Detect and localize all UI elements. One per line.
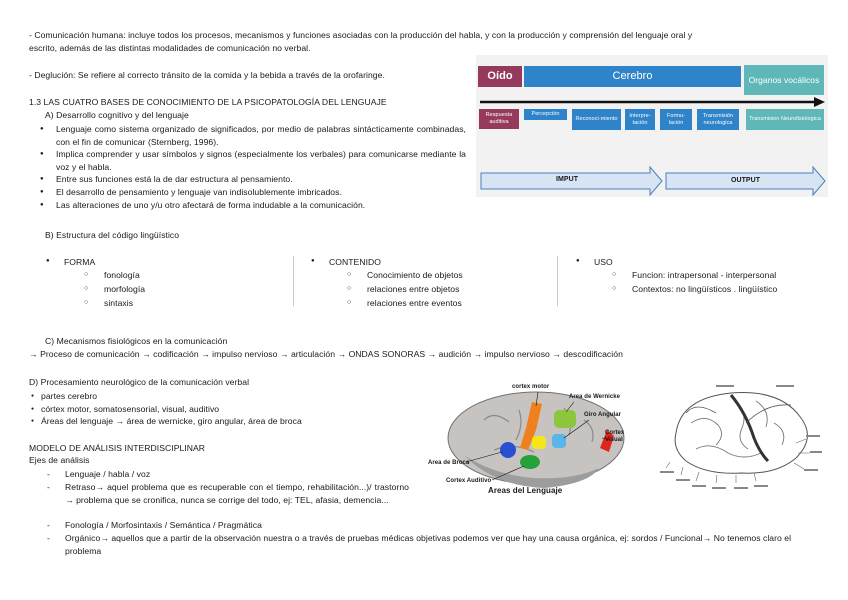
- brain-label: Area de Wernicke: [569, 394, 621, 400]
- list-item: - Fonología / Morfosintaxis / Semántica / Pragmática: [29, 519, 825, 532]
- oido-box: Oído: [478, 66, 522, 87]
- brain-label: cortex motor: [512, 384, 550, 390]
- list-item: ○ morfología: [84, 282, 145, 296]
- brain-sketch-figure: [656, 383, 826, 495]
- forma-title: FORMA: [64, 257, 96, 267]
- brain-label: Giro Angular: [584, 412, 622, 418]
- model-subtitle: Ejes de análisis: [29, 455, 90, 465]
- list-item: ○ Funcion: intrapersonal - interpersonal: [612, 268, 777, 282]
- contenido-list: [347, 268, 463, 310]
- section-13-title: 1.3 LAS CUATRO BASES DE CONOCIMIENTO DE LA PSICOPATOLOGÍA DEL LENGUAJE: [29, 97, 387, 107]
- output-label: OUTPUT: [731, 177, 761, 184]
- annotation-mark: [660, 471, 674, 473]
- section-d-title: D) Procesamiento neurológico de la comunicación verbal: [29, 377, 250, 387]
- list-item: ● córtex motor, somatosensorial, visual, auditivo: [31, 403, 220, 414]
- communication-diagram: [476, 55, 828, 197]
- language-areas-figure: [424, 380, 642, 498]
- intro-deglucion: - Deglución: Se refiere al correcto tránsito de la comida y la bebida a través de la orofaringe.: [29, 70, 385, 80]
- forma-list: [84, 268, 145, 310]
- annotation-mark: [810, 451, 822, 453]
- uso-column: [576, 257, 777, 296]
- section-a-title: A) Desarrollo cognitivo y del lenguaje: [45, 110, 189, 120]
- list-item: ● Implica comprender y usar símbolos y signos (especialmente los verbales) para comunicarse mediante la voz y el habla.: [38, 148, 466, 173]
- forma-column: [46, 257, 145, 310]
- yellow-area: [532, 436, 546, 449]
- annotation-mark: [754, 485, 768, 487]
- sketch-annotation-lines: [666, 439, 810, 483]
- interpretacion-box: Interpre-tación: [625, 109, 655, 130]
- list-item: - Lenguaje / habla / voz: [29, 468, 409, 481]
- angular-gyrus-area: [552, 434, 566, 448]
- list-item: - Retraso→ aquel problema que es recuperable con el tiempo, rehabilitación...)/ trastorno → problema que se cronifica, nunca se corrige del todo, ej: TEL, afasia, demencia...: [29, 481, 409, 507]
- auditory-cortex-area: [520, 455, 540, 469]
- list-item: - Orgánico→ aquellos que a partir de la observación nuestra o a través de pruebas médicas objetivas podemos ver que hay una causa orgánica, ej: sordos / Funcional→ No tenemos claro el problema: [29, 532, 825, 558]
- list-item: ● El desarrollo de pensamiento y lenguaje van indisolublemente imbricados.: [38, 186, 466, 199]
- intro-comm-line2: escrito, además de las distintas modalidades de comunicación no verbal.: [29, 43, 311, 53]
- list-item: ● Las alteraciones de uno y/u otro afectará de forma indudable a la comunicación.: [38, 199, 466, 212]
- list-item-text: Áreas del lenguaje → área de wernicke, giro angular, área de broca: [41, 416, 302, 426]
- annotation-mark: [712, 487, 726, 489]
- percepcion-box: Percepción: [524, 109, 567, 120]
- timeline-arrow-head: [814, 97, 825, 107]
- model-title: MODELO DE ANÁLISIS INTERDISCIPLINAR: [29, 443, 206, 453]
- forma-heading: ● FORMA: [46, 257, 96, 267]
- brain-label: Cortex Auditivo: [446, 478, 492, 484]
- annotation-mark: [804, 469, 818, 471]
- brain-sketch: [656, 383, 826, 495]
- annotation-mark: [734, 487, 748, 489]
- organos-box: Organos vocálicos: [744, 65, 824, 95]
- column-divider: [557, 256, 558, 306]
- reconocimiento-box: Reconoci-miento: [572, 109, 621, 130]
- broca-area: [500, 442, 516, 458]
- input-label: IMPUT: [556, 176, 579, 183]
- annotation-mark: [716, 385, 734, 387]
- list-item: ● Lenguaje como sistema organizado de significados, por medio de palabras sintácticamente combinadas, con el fin de comunicar (Sternberg, 1996).: [38, 123, 466, 148]
- transmision-neurologica-box: Transmisión neurologica: [697, 109, 739, 130]
- list-item: ○ Conocimiento de objetos: [347, 268, 463, 282]
- contenido-heading: ● CONTENIDO: [311, 257, 382, 267]
- brain-caption: Areas del Lenguaje: [488, 486, 563, 495]
- model-list-bottom: [29, 519, 825, 557]
- list-item: ○ Contextos: no lingüísticos . lingüístico: [612, 282, 777, 296]
- model-list-top: [29, 468, 409, 506]
- annotation-mark: [806, 435, 820, 437]
- intro-comm-line1: - Comunicación humana: incluye todos los procesos, mecanismos y funciones asociadas con la producción del habla, y con la producción y comprensión del lenguaje oral y: [29, 30, 693, 40]
- formulacion-box: Formu-lación: [660, 109, 692, 130]
- section-c-process: → Proceso de comunicación → codificación → impulso nervioso → articulación → ONDAS SONORAS → audición → impulso nervioso → descodificación: [29, 349, 623, 359]
- list-item-text: córtex motor, somatosensorial, visual, auditivo: [41, 403, 220, 414]
- list-item: ○ relaciones entre eventos: [347, 296, 463, 310]
- annotation-mark: [776, 385, 794, 387]
- list-item: ○ sintaxis: [84, 296, 145, 310]
- brain-label: Area de Broca: [428, 460, 470, 466]
- list-item-text: partes cerebro: [41, 391, 98, 401]
- contenido-column: [311, 257, 463, 310]
- uso-title: USO: [594, 257, 613, 267]
- list-item: ● partes cerebro: [31, 391, 98, 401]
- annotation-mark: [676, 479, 690, 481]
- annotation-mark: [692, 485, 706, 487]
- cerebro-box: Cerebro: [524, 66, 741, 87]
- list-item: ● Entre sus funciones está la de dar estructura al pensamiento.: [38, 173, 466, 186]
- section-c-title: C) Mecanismos fisiológicos en la comunicación: [45, 336, 228, 346]
- wernicke-area: [554, 410, 576, 428]
- uso-list: [612, 268, 777, 296]
- transmision-neurofisiologica-box: Transmision Neurofisiologica: [746, 109, 824, 130]
- respuesta-auditiva-box: Respuesta auditiva: [479, 109, 519, 129]
- brain-label: Cortex Visual: [605, 430, 625, 443]
- sketch-folds: [691, 401, 784, 457]
- uso-heading: ● USO: [576, 257, 613, 267]
- list-item: ○ fonología: [84, 268, 145, 282]
- section-d-list: [31, 390, 302, 428]
- list-item: ○ relaciones entre objetos: [347, 282, 463, 296]
- list-item: ● Áreas del lenguaje → área de wernicke, giro angular, área de broca: [31, 416, 302, 426]
- contenido-title: CONTENIDO: [329, 257, 382, 267]
- section-b-title: B) Estructura del código lingüístico: [45, 230, 180, 240]
- section-a-bullets: [38, 123, 466, 211]
- sketch-tract: [731, 395, 768, 461]
- column-divider: [293, 256, 294, 306]
